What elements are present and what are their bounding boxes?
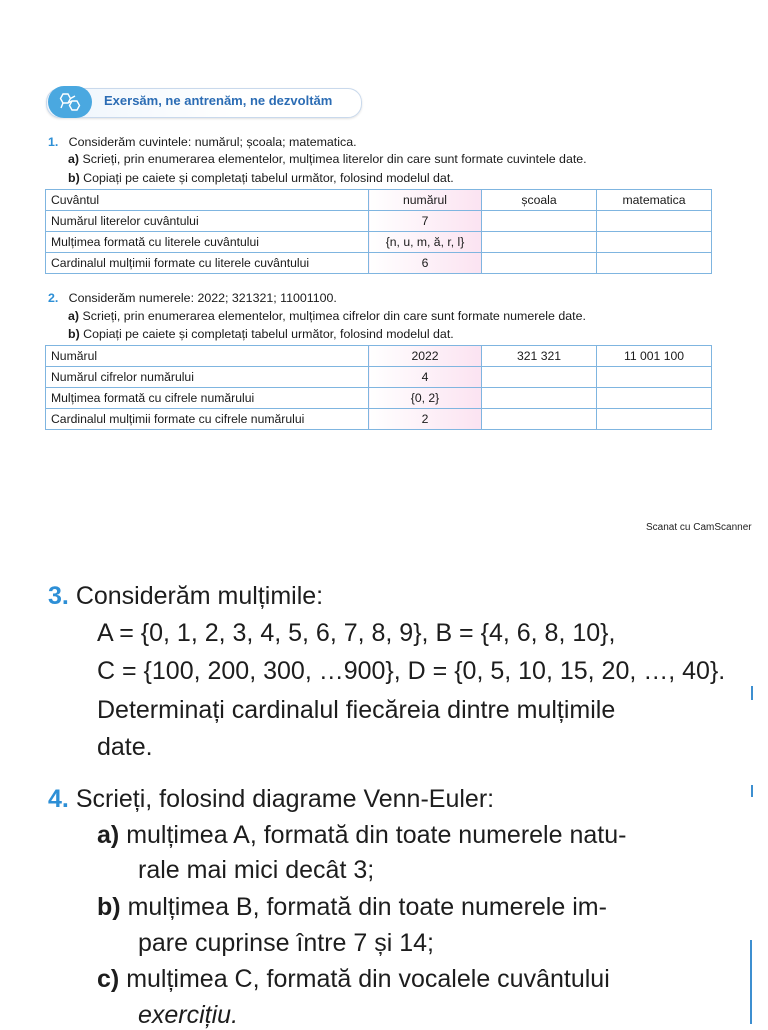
table-cell: [482, 409, 597, 430]
exercise-3-line: date.: [97, 733, 153, 761]
exercise-2a-label: a): [68, 309, 80, 323]
edge-mark: [750, 940, 752, 1024]
table-cell: {0, 2}: [369, 388, 482, 409]
table-row: [46, 409, 712, 430]
exercise-2b-text: Copiați pe caiete și completați tabelul următor, folosind modelul dat.: [83, 327, 454, 341]
exercise-2a-text: Scrieți, prin enumerarea elementelor, mulțimea cifrelor din care sunt formate numerele date.: [82, 309, 586, 323]
exercise-3-line: C = {100, 200, 300, …900}, D = {0, 5, 10, 15, 20, …, 40}.: [97, 657, 726, 685]
exercise-3-line: Determinați cardinalul fiecăreia dintre mulțimile: [97, 696, 616, 724]
table-cell: [482, 367, 597, 388]
table-cell: 7: [369, 211, 482, 232]
exercise-4c: [97, 964, 610, 994]
table-row: [46, 253, 712, 274]
exercise-1a-text: Scrieți, prin enumerarea elementelor, mulțimea literelor din care sunt formate cuvintele date.: [82, 152, 587, 166]
table-row: [46, 232, 712, 253]
table-cell: 4: [369, 367, 482, 388]
exercise-4a-text: mulțimea A, formată din toate numerele natu-: [126, 821, 627, 849]
table-header-cell: 321 321: [482, 346, 597, 367]
exercise-4b-text: mulțimea B, formată din toate numerele im-: [127, 893, 607, 921]
table-header-cell: 2022: [369, 346, 482, 367]
table-cell: [597, 388, 712, 409]
table-cell: Mulțimea formată cu cifrele numărului: [46, 388, 369, 409]
edge-mark: [751, 686, 753, 700]
table-header-cell: Cuvântul: [46, 190, 369, 211]
table-cell: [597, 232, 712, 253]
table-header-cell: numărul: [369, 190, 482, 211]
table-cell: [482, 253, 597, 274]
exercise-4b: [97, 892, 607, 922]
exercise-4b-label: b): [97, 893, 121, 921]
scanner-watermark: Scanat cu CamScanner: [646, 522, 752, 533]
table-row: [46, 367, 712, 388]
table-header-cell: Numărul: [46, 346, 369, 367]
exercise-4a-label: a): [97, 821, 120, 849]
exercise-1-text: Considerăm cuvintele: numărul; școala; matematica.: [68, 135, 357, 149]
exercise-3-line: Considerăm mulțimile:: [75, 582, 324, 610]
exercise-4a: [97, 820, 626, 850]
exercise-4c-label: c): [97, 965, 120, 993]
exercise-2a: [68, 309, 586, 323]
exercise-4-line: Scrieți, folosind diagrame Venn-Euler:: [75, 785, 495, 813]
table-cell: [597, 211, 712, 232]
exercise-4c-text: mulțimea C, formată din vocalele cuvântului: [126, 965, 610, 993]
exercise-4c-continued: exercițiu.: [138, 1001, 239, 1029]
table-cell: Cardinalul mulțimii formate cu cifrele numărului: [46, 409, 369, 430]
table-header-row: [46, 346, 712, 367]
table-cell: [482, 388, 597, 409]
table-cell: [597, 367, 712, 388]
exercise-2-statement: [48, 291, 337, 305]
exercise-2-text: Considerăm numerele: 2022; 321321; 11001100.: [68, 291, 337, 305]
exercise-4b-continued: pare cuprinse între 7 și 14;: [138, 929, 434, 957]
exercise-1a-label: a): [68, 152, 80, 166]
exercise-4-number: 4.: [48, 785, 69, 813]
table-cell: 2: [369, 409, 482, 430]
exercise-4a-continued: rale mai mici decât 3;: [138, 856, 375, 884]
table-cell: {n, u, m, ă, r, l}: [369, 232, 482, 253]
exercise-1-statement: [48, 135, 357, 149]
table-header-cell: școala: [482, 190, 597, 211]
exercise-1a: [68, 152, 587, 166]
table-cell: [482, 211, 597, 232]
table-header-cell: matematica: [597, 190, 712, 211]
table-row: [46, 211, 712, 232]
table-header-cell: 11 001 100: [597, 346, 712, 367]
table-cell: Numărul cifrelor numărului: [46, 367, 369, 388]
exercise-2b-label: b): [68, 327, 80, 341]
molecule-icon: [48, 86, 92, 118]
table-row: [46, 388, 712, 409]
exercise-4-statement: [48, 784, 494, 814]
exercise-3-line: A = {0, 1, 2, 3, 4, 5, 6, 7, 8, 9}, B = {4, 6, 8, 10},: [97, 619, 616, 647]
table-cell: [482, 232, 597, 253]
exercise-1b: [68, 171, 454, 185]
exercise-1b-label: b): [68, 171, 80, 185]
table-cell: [597, 253, 712, 274]
exercise-3-number: 3.: [48, 582, 69, 610]
table-cell: Mulțimea formată cu literele cuvântului: [46, 232, 369, 253]
table-cell: [597, 409, 712, 430]
exercise-1b-text: Copiați pe caiete și completați tabelul următor, folosind modelul dat.: [83, 171, 454, 185]
section-title: Exersăm, ne antrenăm, ne dezvoltăm: [104, 93, 333, 108]
exercise-3-statement: [48, 581, 323, 611]
exercise-2-number: 2.: [48, 291, 59, 305]
table-cell: Numărul literelor cuvântului: [46, 211, 369, 232]
exercise-2-table: [45, 345, 712, 430]
exercise-1-table: [45, 189, 712, 274]
table-cell: 6: [369, 253, 482, 274]
exercise-2b: [68, 327, 454, 341]
table-header-row: [46, 190, 712, 211]
table-cell: Cardinalul mulțimii formate cu literele cuvântului: [46, 253, 369, 274]
edge-mark: [751, 785, 753, 797]
exercise-1-number: 1.: [48, 135, 59, 149]
